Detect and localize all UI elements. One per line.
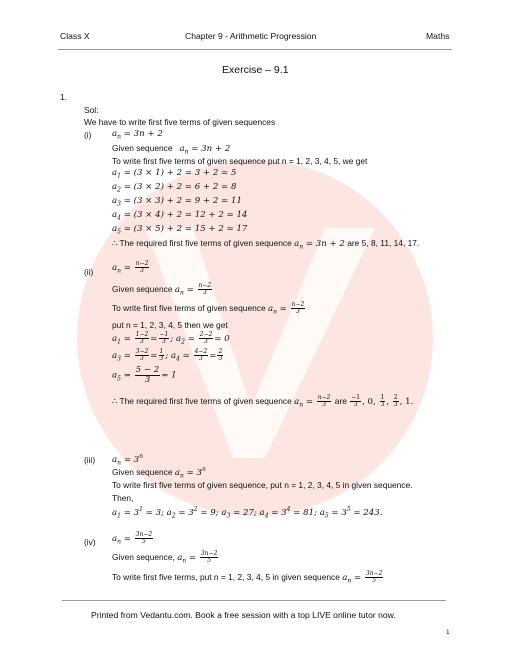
part-i-step-4: $a_4 = (3 \times 4) + 2 = 12 + 2 = 14$	[112, 210, 248, 222]
part-i-step-2: $a_2 = (3 \times 2) + 2 = 6 + 2 = 8$	[112, 182, 237, 194]
intro-text: We have to write first five terms of given sequences	[84, 117, 276, 127]
header-rule	[58, 49, 452, 50]
part-ii-put-text: put n = 1, 2, 3, 4, 5 then we get	[112, 320, 228, 330]
header-chapter: Chapter 9 - Arithmetic Progression	[185, 31, 317, 41]
part-ii-formula: $a_n$ = $\frac{n-2}{3}$	[112, 260, 149, 275]
header-subject: Maths	[426, 31, 450, 41]
part-iii-instruction: To write first five terms of given sequence, put n = 1, 2, 3, 4, 5 in given sequence.	[112, 480, 413, 490]
part-ii-instruction: To write first five terms of given sequence $a_n$ = $\frac{n-2}{3}$	[112, 301, 305, 316]
part-ii-step-1: $a_1$ = $\frac{1-2}{3}$ = $\frac{-1}{3}$ ; $a_2$ = $\frac{2-2}{3}$ = 0	[112, 331, 230, 346]
part-i-step-5: $a_5 = (3 \times 5) + 2 = 15 + 2 = 17$	[112, 224, 248, 236]
part-i-label: (i)	[84, 130, 92, 140]
part-iii-steps: $a_1 = 3^1 = 3$; $a_2 = 3^2 = 9$; $a_3 = 27$; $a_4 = 3^4 = 81$; $a_5 = 3^5 = 243$.	[112, 506, 383, 520]
part-iii-given: Given sequence $a_n = 3^n$	[112, 466, 206, 480]
footer-text: Printed from Vedantu.com. Book a free session with a top LIVE online tutor now.	[91, 610, 396, 620]
part-iv-instruction: To write first five terms, put n = 1, 2, 3, 4, 5 in given sequence $a_n$ = $\frac{3n-2}{5}$	[112, 570, 383, 585]
part-ii-label: (ii)	[84, 267, 94, 277]
part-iv-formula: $a_n$ = $\frac{3n-2}{5}$	[112, 531, 153, 546]
part-ii-conclusion: ∴ The required first five terms of given sequence $a_n$ = $\frac{n-2}{3}$ are $\frac{-1}{3}$ , 0, $\frac{1}{3}$ , $\frac{2}{3}$ , 1.	[112, 394, 414, 409]
part-ii-given: Given sequence $a_n$ = $\frac{n-2}{3}$	[112, 282, 212, 297]
part-i-conclusion: ∴ The required first five terms of given sequence $a_n = 3n + 2$ are 5, 8, 11, 14, 17.	[112, 238, 420, 251]
part-i-step-1: $a_1 = (3 \times 1) + 2 = 3 + 2 = 5$	[112, 168, 237, 180]
part-iii-formula: $a_n = 3^n$	[112, 453, 144, 467]
sol-label: Sol:	[84, 105, 99, 115]
part-i-formula: $a_n = 3n + 2$	[112, 129, 163, 141]
page-number: 1	[446, 629, 450, 636]
part-iii-then: Then,	[112, 493, 134, 503]
page-title: Exercise – 9.1	[222, 64, 289, 76]
part-ii-step-2: $a_3$ = $\frac{3-2}{3}$ = $\frac{1}{3}$ ; $a_4$ = $\frac{4-2}{3}$ = $\frac{2}{3}$	[112, 348, 223, 363]
header-class: Class X	[60, 31, 90, 41]
part-iv-given: Given sequence, $a_n$ = $\frac{3n-2}{5}$	[112, 550, 218, 565]
part-i-step-3: $a_3 = (3 \times 3) + 2 = 9 + 2 = 11$	[112, 196, 242, 208]
part-i-instruction: To write first five terms of given sequence put n = 1, 2, 3, 4, 5, we get	[112, 156, 368, 166]
footer-rule	[62, 600, 446, 601]
question-number: 1.	[60, 92, 67, 102]
part-ii-step-3: $a_5$ = $\frac{5 - 2}{3}$ = 1	[112, 365, 177, 385]
part-iii-label: (iii)	[84, 455, 96, 465]
part-i-given: Given sequence $a_n = 3n + 2$	[112, 143, 231, 156]
part-iv-label: (iv)	[84, 537, 96, 547]
